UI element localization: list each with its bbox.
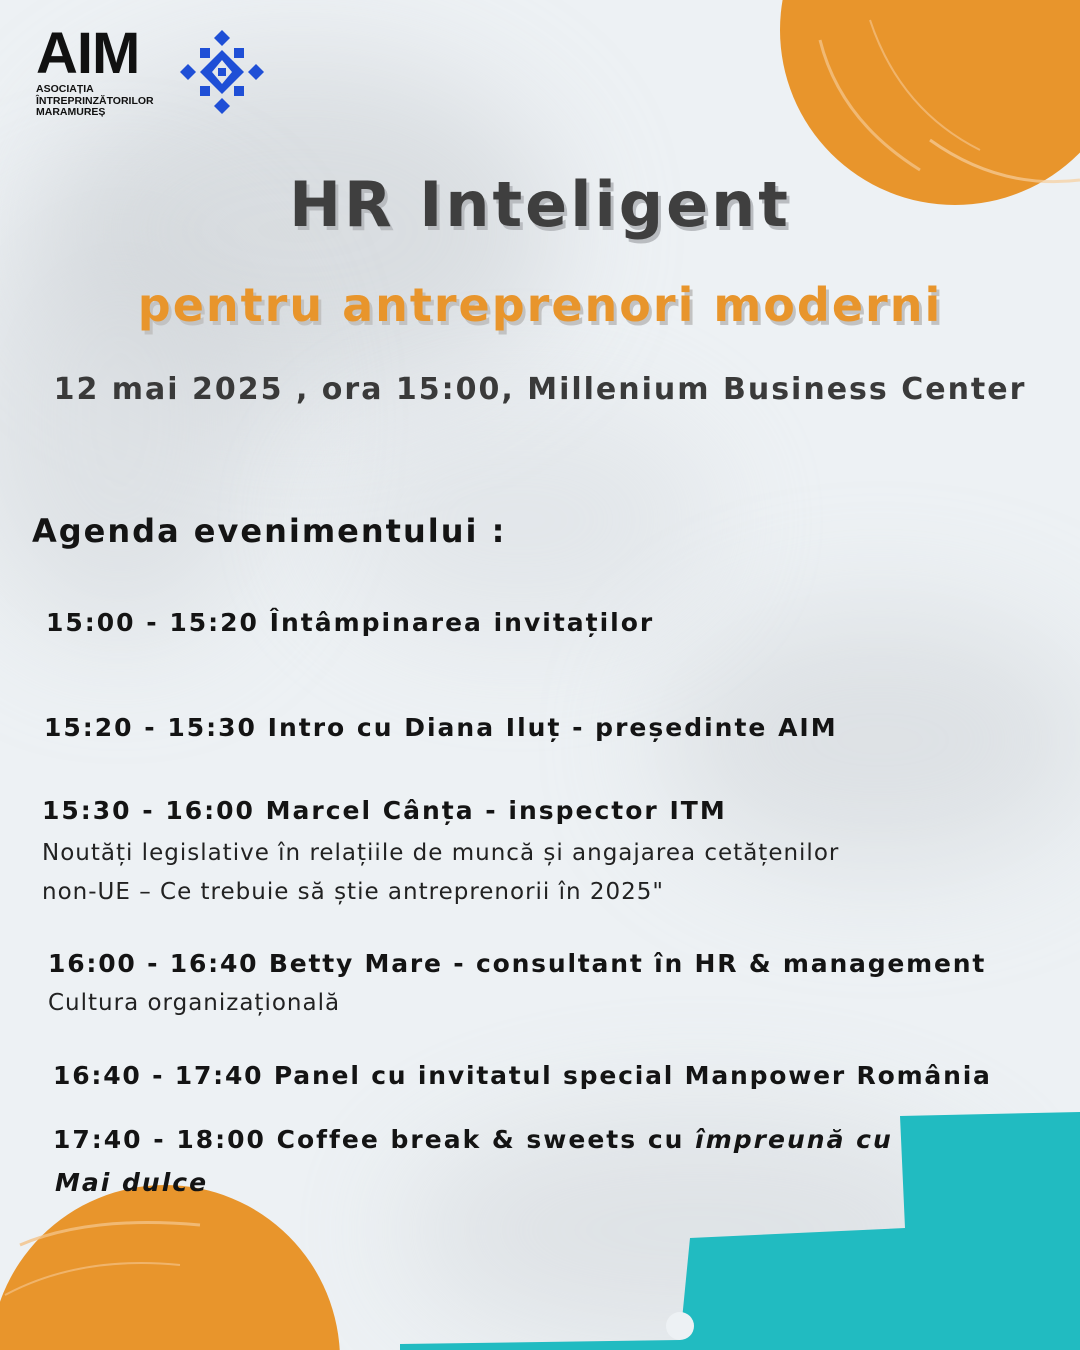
event-date-location: 12 mai 2025 , ora 15:00, Millenium Business Center [53, 372, 1027, 407]
agenda-item-6-italic: împreună cu [695, 1125, 893, 1154]
logo-acronym: AIM [36, 21, 140, 86]
agenda-item-2: 15:20 - 15:30 Intro cu Diana Iluț - președinte AIM [44, 713, 838, 742]
agenda-item-6-text: 17:40 - 18:00 Coffee break & sweets cu [53, 1125, 696, 1154]
agenda-item-3-desc-1: Noutăți legislative în relațiile de muncă și angajarea cetățenilor [42, 840, 840, 866]
event-subtitle: pentru antreprenori moderni [137, 278, 943, 332]
agenda-item-6 [53, 1125, 893, 1154]
agenda-item-6-line-2: Mai dulce [55, 1168, 209, 1197]
folk-motif-emblem-icon [176, 28, 268, 116]
logo-subtitle [36, 84, 154, 119]
agenda-item-5: 16:40 - 17:40 Panel cu invitatul special Manpower România [53, 1061, 992, 1090]
event-title: HR Inteligent [289, 168, 791, 241]
logo-line-2: ÎNTREPRINZĂTORILOR [36, 94, 154, 107]
agenda-item-4: 16:00 - 16:40 Betty Mare - consultant în HR & management [48, 949, 987, 978]
agenda-item-3: 15:30 - 16:00 Marcel Cânța - inspector ITM [42, 796, 727, 825]
agenda-item-4-desc: Cultura organizațională [48, 990, 341, 1016]
agenda-heading: Agenda evenimentului : [32, 512, 507, 550]
aim-logo [36, 21, 154, 119]
orange-brush-circle-bottom-left [0, 1185, 360, 1350]
agenda-item-3-desc-2: non-UE – Ce trebuie să știe antreprenorii în 2025" [42, 879, 665, 905]
logo-line-1: ASOCIAȚIA [36, 83, 94, 95]
agenda-item-1: 15:00 - 15:20 Întâmpinarea invitaților [46, 608, 655, 637]
logo-line-3: MARAMUREȘ [36, 106, 106, 118]
